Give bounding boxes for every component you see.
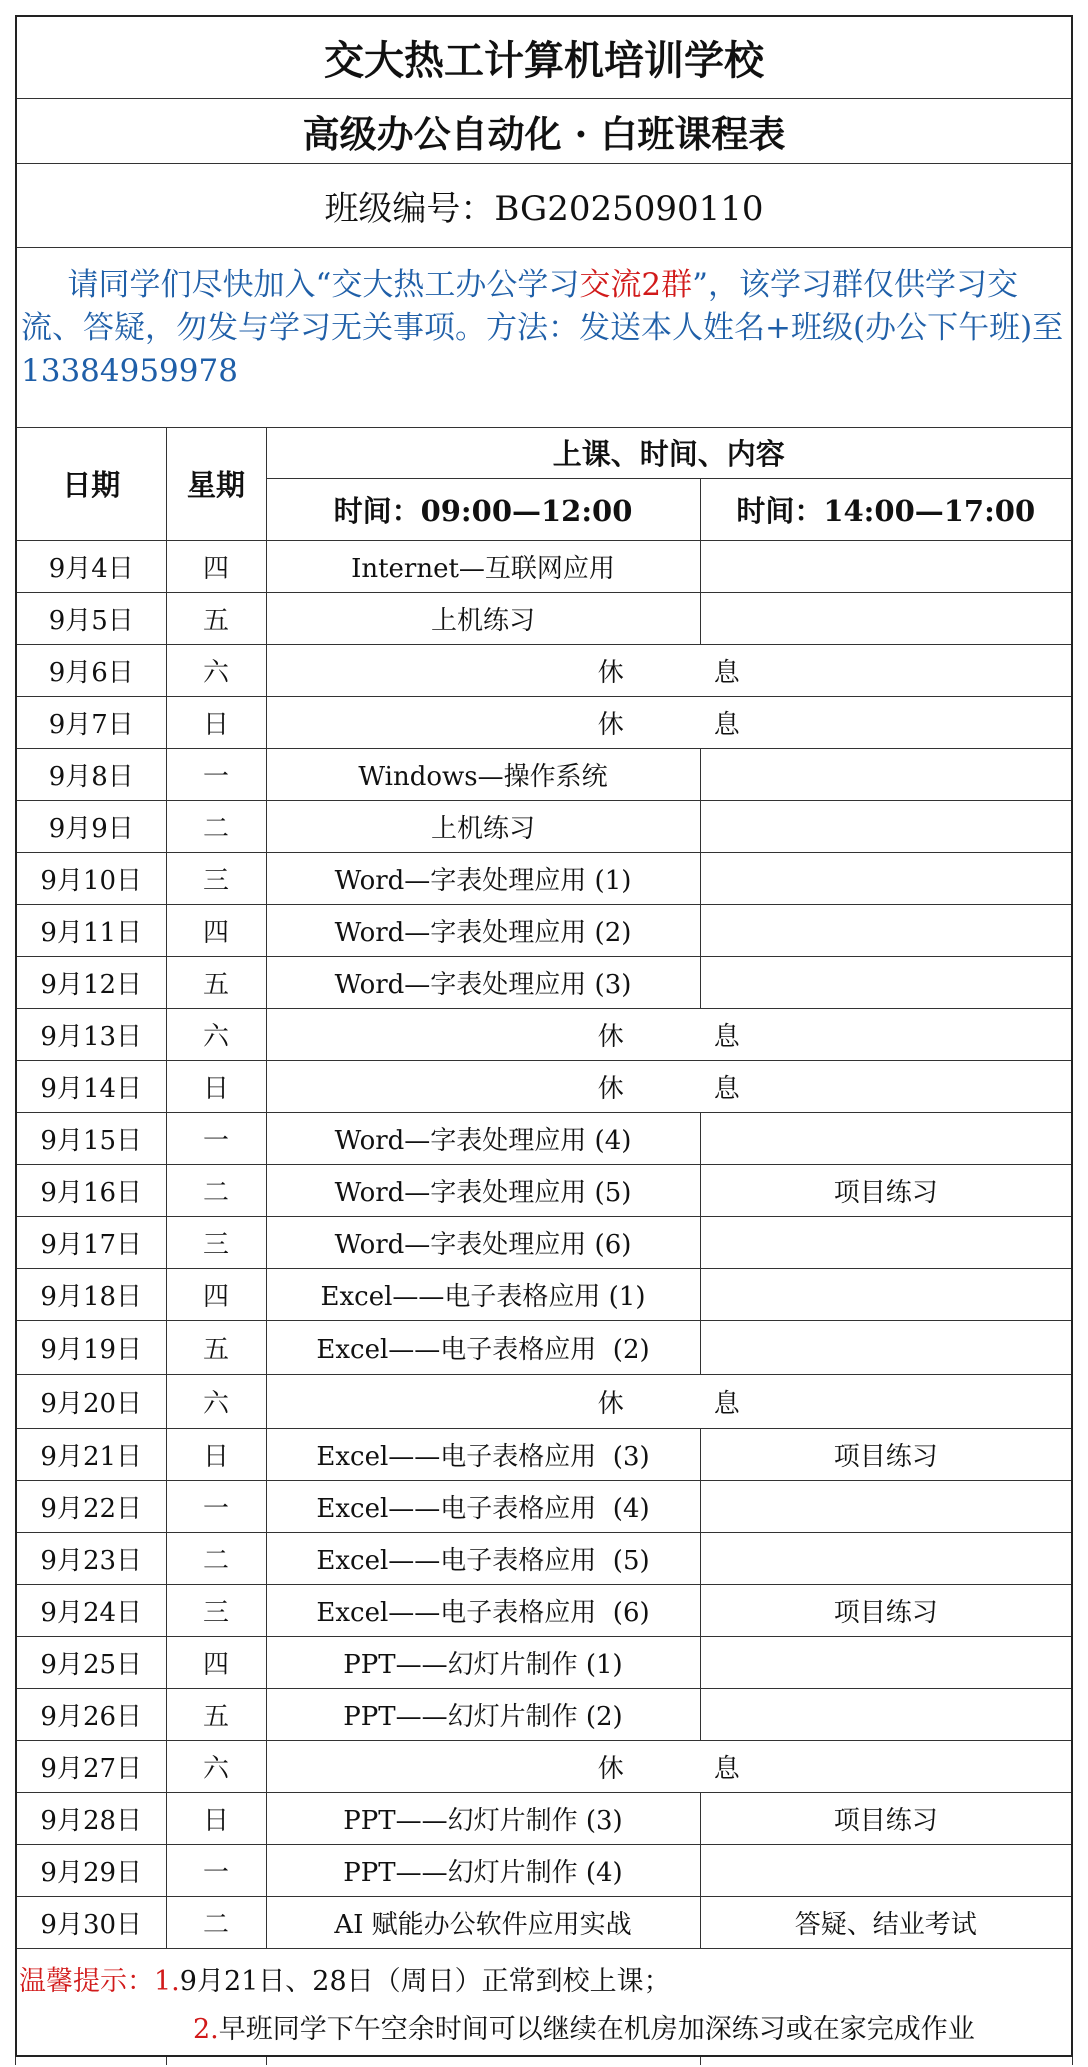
- header-date: 日期: [17, 428, 166, 540]
- date-cell: 9月17日: [17, 1216, 166, 1268]
- date-cell: 9月28日: [17, 1792, 166, 1844]
- morning-cell: Word—字表处理应用 (5): [266, 1164, 700, 1216]
- rest-day-cell: [266, 1374, 1071, 1428]
- morning-cell: Excel——电子表格应用 (3): [266, 1428, 700, 1480]
- morning-cell: Excel——电子表格应用 (4): [266, 1480, 700, 1532]
- morning-cell: Internet—互联网应用: [266, 540, 700, 592]
- weekday-cell: 二: [166, 1164, 266, 1216]
- weekday-cell: 一: [166, 748, 266, 800]
- tick-mark: [1072, 2057, 1073, 2065]
- afternoon-cell: 项目练习: [700, 1584, 1071, 1636]
- weekday-cell: 五: [166, 592, 266, 644]
- rest-day-cell: [266, 1008, 1071, 1060]
- afternoon-cell: [700, 1532, 1071, 1584]
- schedule-row: [17, 1532, 1071, 1584]
- morning-cell: Word—字表处理应用 (4): [266, 1112, 700, 1164]
- schedule-row: [17, 644, 1071, 696]
- weekday-cell: 四: [166, 1636, 266, 1688]
- morning-cell: Excel——电子表格应用 (2): [266, 1320, 700, 1374]
- afternoon-cell: [700, 540, 1071, 592]
- weekday-cell: 日: [166, 1060, 266, 1112]
- date-cell: 9月29日: [17, 1844, 166, 1896]
- rest-label-part: 息: [713, 1021, 740, 1052]
- weekday-cell: 六: [166, 1008, 266, 1060]
- rest-label-part: 休: [597, 709, 624, 740]
- date-cell: 9月18日: [17, 1268, 166, 1320]
- date-cell: 9月16日: [17, 1164, 166, 1216]
- schedule-row: [17, 1792, 1071, 1844]
- header-content: 上课、时间、内容: [266, 428, 1071, 478]
- date-cell: 9月27日: [17, 1740, 166, 1792]
- tip-line-1: [19, 1959, 671, 1998]
- schedule-row: [17, 1896, 1071, 1948]
- weekday-cell: 二: [166, 800, 266, 852]
- morning-cell: Word—字表处理应用 (6): [266, 1216, 700, 1268]
- tick-mark: [700, 2057, 701, 2065]
- rest-day-cell: [266, 696, 1071, 748]
- header-morning: 时间：09:00—12:00: [266, 478, 700, 540]
- afternoon-cell: [700, 1268, 1071, 1320]
- schedule-row: [17, 1216, 1071, 1268]
- schedule-row: [17, 748, 1071, 800]
- schedule-row: [17, 1164, 1071, 1216]
- notice-part2: ”，该学习群仅供学习交流、答疑，勿发与学习无关事项。方法：发送本人姓名+班级(办公下午班)至13384959978: [21, 267, 1064, 389]
- afternoon-cell: [700, 748, 1071, 800]
- schedule-row: [17, 1740, 1071, 1792]
- weekday-cell: 一: [166, 1480, 266, 1532]
- weekday-cell: 五: [166, 956, 266, 1008]
- date-cell: 9月8日: [17, 748, 166, 800]
- morning-cell: PPT——幻灯片制作 (1): [266, 1636, 700, 1688]
- weekday-cell: 三: [166, 1216, 266, 1268]
- weekday-cell: 四: [166, 540, 266, 592]
- weekday-cell: 二: [166, 1896, 266, 1948]
- schedule-row: [17, 540, 1071, 592]
- rest-label-part: 休: [597, 1021, 624, 1052]
- weekday-cell: 三: [166, 852, 266, 904]
- date-cell: 9月12日: [17, 956, 166, 1008]
- schedule-row: [17, 1268, 1071, 1320]
- rest-label-part: 息: [713, 657, 740, 688]
- date-cell: 9月21日: [17, 1428, 166, 1480]
- weekday-cell: 六: [166, 1740, 266, 1792]
- afternoon-cell: [700, 1844, 1071, 1896]
- date-cell: 9月5日: [17, 592, 166, 644]
- weekday-cell: 六: [166, 1374, 266, 1428]
- morning-cell: Excel——电子表格应用 (5): [266, 1532, 700, 1584]
- tick-mark: [166, 2057, 167, 2065]
- date-cell: 9月15日: [17, 1112, 166, 1164]
- afternoon-cell: [700, 904, 1071, 956]
- notice-highlight: 交流2群: [579, 267, 693, 303]
- schedule-row: [17, 1584, 1071, 1636]
- weekday-cell: 日: [166, 1428, 266, 1480]
- schedule-row: [17, 904, 1071, 956]
- rest-label-part: 息: [713, 709, 740, 740]
- schedule-sheet: [15, 15, 1073, 2057]
- afternoon-cell: [700, 800, 1071, 852]
- schedule-body: [17, 540, 1071, 1948]
- date-cell: 9月6日: [17, 644, 166, 696]
- morning-cell: 上机练习: [266, 592, 700, 644]
- weekday-cell: 一: [166, 1112, 266, 1164]
- tick-mark: [15, 2057, 16, 2065]
- schedule-row: [17, 1112, 1071, 1164]
- schedule-row: [17, 592, 1071, 644]
- schedule-row: [17, 956, 1071, 1008]
- date-cell: 9月20日: [17, 1374, 166, 1428]
- schedule-row: [17, 1844, 1071, 1896]
- morning-cell: PPT——幻灯片制作 (2): [266, 1688, 700, 1740]
- afternoon-cell: 项目练习: [700, 1428, 1071, 1480]
- morning-cell: PPT——幻灯片制作 (3): [266, 1792, 700, 1844]
- weekday-cell: 六: [166, 644, 266, 696]
- date-cell: 9月30日: [17, 1896, 166, 1948]
- rest-label-part: 休: [597, 1753, 624, 1784]
- header-afternoon: 时间：14:00—17:00: [700, 478, 1071, 540]
- rest-day-cell: [266, 644, 1071, 696]
- schedule-row: [17, 696, 1071, 748]
- tip-2-text: 早班同学下午空余时间可以继续在机房加深练习或在家完成作业: [218, 2013, 975, 2045]
- weekday-cell: 二: [166, 1532, 266, 1584]
- schedule-row: [17, 1320, 1071, 1374]
- tips-label: 温馨提示：: [19, 1965, 154, 1997]
- tips: [17, 1949, 1071, 2055]
- date-cell: 9月7日: [17, 696, 166, 748]
- schedule-row: [17, 1428, 1071, 1480]
- rest-label-part: 息: [713, 1073, 740, 1104]
- afternoon-cell: [700, 1636, 1071, 1688]
- morning-cell: Windows—操作系统: [266, 748, 700, 800]
- schedule-row: [17, 1008, 1071, 1060]
- weekday-cell: 四: [166, 1268, 266, 1320]
- afternoon-cell: [700, 956, 1071, 1008]
- date-cell: 9月4日: [17, 540, 166, 592]
- tip-2-number: 2.: [193, 2013, 219, 2045]
- rest-label-part: 息: [713, 1753, 740, 1784]
- notice-part1: 请同学们尽快加入“交大热工办公学习: [67, 267, 580, 303]
- date-cell: 9月14日: [17, 1060, 166, 1112]
- rest-label-part: 休: [597, 657, 624, 688]
- header-weekday: 星期: [166, 428, 266, 540]
- rest-label-part: 息: [713, 1388, 740, 1419]
- morning-cell: Word—字表处理应用 (1): [266, 852, 700, 904]
- schedule-row: [17, 1060, 1071, 1112]
- date-cell: 9月9日: [17, 800, 166, 852]
- date-cell: 9月22日: [17, 1480, 166, 1532]
- afternoon-cell: [700, 852, 1071, 904]
- weekday-cell: 四: [166, 904, 266, 956]
- course-title: 高级办公自动化 · 白班课程表: [17, 99, 1071, 164]
- morning-cell: PPT——幻灯片制作 (4): [266, 1844, 700, 1896]
- weekday-cell: 三: [166, 1584, 266, 1636]
- tip-1-number: 1.: [154, 1965, 180, 1997]
- group-notice: [17, 248, 1071, 428]
- schedule-row: [17, 1636, 1071, 1688]
- afternoon-cell: [700, 592, 1071, 644]
- schedule-row: [17, 1374, 1071, 1428]
- afternoon-cell: [700, 1480, 1071, 1532]
- weekday-cell: 日: [166, 696, 266, 748]
- morning-cell: Excel——电子表格应用 (1): [266, 1268, 700, 1320]
- tip-line-2: [193, 2007, 975, 2046]
- weekday-cell: 五: [166, 1688, 266, 1740]
- date-cell: 9月11日: [17, 904, 166, 956]
- schedule-table: [17, 428, 1071, 1949]
- column-tick-marks: [0, 2055, 1088, 2067]
- school-title: 交大热工计算机培训学校: [17, 17, 1071, 99]
- morning-cell: 上机练习: [266, 800, 700, 852]
- schedule-row: [17, 800, 1071, 852]
- morning-cell: AI 赋能办公软件应用实战: [266, 1896, 700, 1948]
- date-cell: 9月25日: [17, 1636, 166, 1688]
- afternoon-cell: [700, 1320, 1071, 1374]
- date-cell: 9月13日: [17, 1008, 166, 1060]
- date-cell: 9月19日: [17, 1320, 166, 1374]
- date-cell: 9月26日: [17, 1688, 166, 1740]
- schedule-row: [17, 1480, 1071, 1532]
- class-id: 班级编号：BG2025090110: [17, 164, 1071, 248]
- morning-cell: Excel——电子表格应用 (6): [266, 1584, 700, 1636]
- rest-day-cell: [266, 1740, 1071, 1792]
- date-cell: 9月24日: [17, 1584, 166, 1636]
- schedule-row: [17, 852, 1071, 904]
- morning-cell: Word—字表处理应用 (3): [266, 956, 700, 1008]
- afternoon-cell: 项目练习: [700, 1164, 1071, 1216]
- morning-cell: Word—字表处理应用 (2): [266, 904, 700, 956]
- rest-day-cell: [266, 1060, 1071, 1112]
- tip-1-text: 9月21日、28日（周日）正常到校上课；: [179, 1965, 671, 1997]
- date-cell: 9月10日: [17, 852, 166, 904]
- afternoon-cell: [700, 1112, 1071, 1164]
- afternoon-cell: 答疑、结业考试: [700, 1896, 1071, 1948]
- rest-label-part: 休: [597, 1073, 624, 1104]
- date-cell: 9月23日: [17, 1532, 166, 1584]
- weekday-cell: 日: [166, 1792, 266, 1844]
- schedule-row: [17, 1688, 1071, 1740]
- afternoon-cell: [700, 1216, 1071, 1268]
- tick-mark: [266, 2057, 267, 2065]
- rest-label-part: 休: [597, 1388, 624, 1419]
- afternoon-cell: [700, 1688, 1071, 1740]
- afternoon-cell: 项目练习: [700, 1792, 1071, 1844]
- weekday-cell: 五: [166, 1320, 266, 1374]
- weekday-cell: 一: [166, 1844, 266, 1896]
